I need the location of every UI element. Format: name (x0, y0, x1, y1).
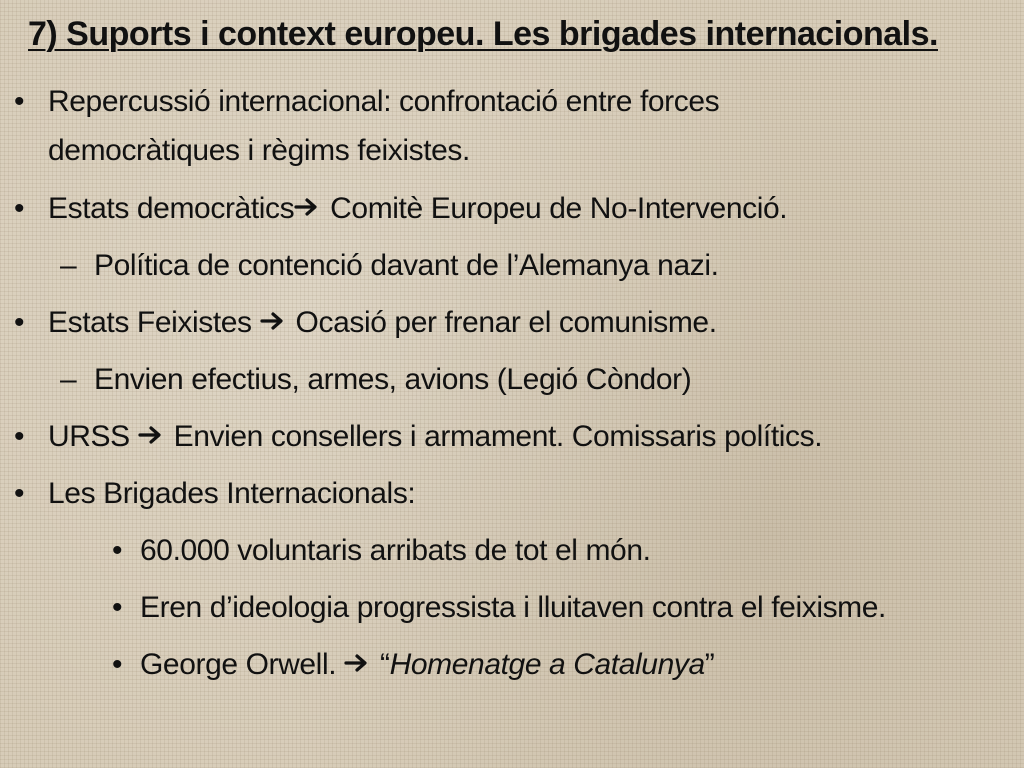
subitem-voluntaris (112, 533, 651, 569)
bullet-marker: • (14, 306, 25, 339)
book-title: Homenatge a Catalunya (389, 648, 705, 681)
dash-marker: – (60, 249, 77, 282)
bullet-text-after-arrow: Ocasió per frenar el comunisme. (287, 306, 717, 339)
bullet-marker: • (14, 192, 25, 225)
right-arrow-icon (138, 425, 166, 445)
right-arrow-icon (260, 311, 288, 331)
bullet-item-estats-democratics (14, 191, 787, 227)
bullet-item-repercussio-cont (48, 133, 470, 169)
bullet-item-repercussio (14, 84, 719, 120)
bullet-item-urss (14, 419, 822, 455)
subitem-orwell (112, 647, 714, 683)
bullet-marker: • (14, 477, 25, 510)
subitem-text: Envien efectius, armes, avions (Legió Còndor) (94, 363, 692, 396)
bullet-text: Repercussió internacional: confrontació entre forces (48, 85, 720, 118)
quote-close: ” (704, 648, 715, 681)
bullet-text: URSS (48, 420, 138, 453)
subitem-text: Política de contenció davant de l’Alemanya nazi. (94, 249, 719, 282)
bullet-marker: • (14, 85, 25, 118)
right-arrow-icon (344, 653, 372, 673)
right-arrow-icon (294, 197, 322, 217)
bullet-text: Estats democràtics (48, 192, 295, 225)
subitem-envien-efectius (60, 362, 691, 398)
slide-title: 7) Suports i context europeu. Les brigades internacionals. (28, 15, 938, 53)
bullet-text-after-arrow: Comitè Europeu de No-Intervenció. (322, 192, 788, 225)
subitem-politica-contencio (60, 248, 719, 284)
subitem-text: 60.000 voluntaris arribats de tot el món. (140, 534, 651, 567)
bullet-text: Les Brigades Internacionals: (48, 477, 416, 510)
bullet-text: Estats Feixistes (48, 306, 260, 339)
quote-open: “ (372, 648, 390, 681)
bullet-marker: • (112, 591, 123, 624)
dash-marker: – (60, 363, 77, 396)
subitem-ideologia (112, 590, 886, 626)
bullet-text-after-arrow: Envien consellers i armament. Comissaris polítics. (165, 420, 823, 453)
subitem-text: Eren d’ideologia progressista i lluitaven contra el feixisme. (140, 591, 886, 624)
bullet-marker: • (14, 420, 25, 453)
bullet-item-brigades (14, 476, 415, 512)
bullet-text-continuation: democràtiques i règims feixistes. (48, 134, 470, 167)
subitem-text: George Orwell. (140, 648, 345, 681)
bullet-marker: • (112, 648, 123, 681)
bullet-item-estats-feixistes (14, 305, 717, 341)
bullet-marker: • (112, 534, 123, 567)
